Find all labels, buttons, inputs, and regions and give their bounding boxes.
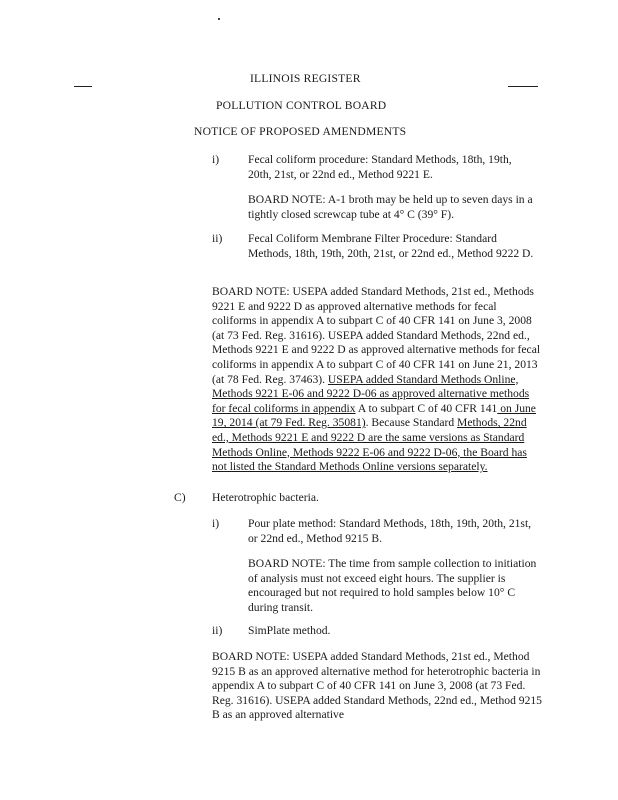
note-segment: BOARD NOTE: USEPA added Standard Methods, 21st ed., Methods 9221 E and 9222 D as approved alternative methods for fecal coliforms in appendix A to subpart C of 40 CFR 141 on June 3, 2008 (at 73 Fed. Reg. 31616). USEPA added Standard Methods, 22nd ed., Methods 9221 E and 9222 D as approved alternative methods for fecal coliforms in appendix A to subpart C of 40 CFR 141 on June 21, 2013 (at 78 Fed. Reg. 37463). bbox=[212, 285, 541, 386]
board-note-fecal-methods bbox=[212, 285, 542, 475]
note-segment: A to subpart C of 40 CFR 141 bbox=[355, 401, 498, 415]
board-note-heterotrophic: BOARD NOTE: USEPA added Standard Methods, 21st ed., Method 9215 B as an approved alternative method for heterotrophic bacteria in appendix A to subpart C of 40 CFR 141 on June 3, 2008 (at 73 Fed. Reg. 31616). USEPA added Standard Methods, 22nd ed., Method 9215 B as an approved alternative bbox=[212, 650, 542, 722]
board-note-sample-time: BOARD NOTE: The time from sample collection to initiation of analysis must not exceed eight hours. The supplier is encouraged but not required to hold samples below 10° C during transit. bbox=[248, 557, 537, 614]
register-title: ILLINOIS REGISTER bbox=[250, 72, 361, 85]
item-text-pour-plate: Pour plate method: Standard Methods, 18th, 19th, 20th, 21st, or 22nd ed., Method 9215 B. bbox=[248, 517, 532, 545]
item-text-heterotrophic: Heterotrophic bacteria. bbox=[212, 491, 319, 504]
board-title: POLLUTION CONTROL BOARD bbox=[216, 99, 387, 112]
header-rule-left bbox=[74, 86, 92, 87]
item-text-simplate: SimPlate method. bbox=[248, 624, 331, 637]
item-label-pour-plate: i) bbox=[212, 517, 220, 530]
item-label-simplate: ii) bbox=[212, 624, 223, 637]
underlined-insertion: Methods, 22nd ed., Methods 9221 E and 9222 D are the same versions as Standard Methods Online, Methods 9222 E-06 and 9222 D-06, the Board has not listed the Standard Methods Online versions separately. bbox=[212, 416, 527, 474]
item-text-fecal-membrane: Fecal Coliform Membrane Filter Procedure: Standard Methods, 18th, 19th, 20th, 21st, or 22nd ed., Method 9222 D. bbox=[248, 232, 534, 260]
scan-speck bbox=[218, 18, 220, 20]
item-label-fecal-coliform: i) bbox=[212, 153, 220, 166]
item-label-fecal-membrane: ii) bbox=[212, 232, 223, 245]
item-label-heterotrophic: C) bbox=[174, 491, 186, 504]
board-note-a1-broth: BOARD NOTE: A-1 broth may be held up to seven days in a tightly closed screwcap tube at 4° C (39° F). bbox=[248, 193, 533, 221]
note-segment: . Because Standard bbox=[365, 416, 458, 430]
item-text-fecal-coliform: Fecal coliform procedure: Standard Methods, 18th, 19th, 20th, 21st, or 22nd ed., Method 9221 E. bbox=[248, 153, 512, 181]
underlined-insertion: on June 19, 2014 (at 79 Fed. Reg. 35081) bbox=[212, 401, 536, 430]
notice-title: NOTICE OF PROPOSED AMENDMENTS bbox=[194, 125, 407, 138]
header-rule-right bbox=[508, 86, 538, 87]
underlined-insertion: USEPA added Standard Methods Online, Methods 9221 E-06 and 9222 D-06 as approved alternative methods for fecal coliforms in appendix bbox=[212, 372, 530, 415]
